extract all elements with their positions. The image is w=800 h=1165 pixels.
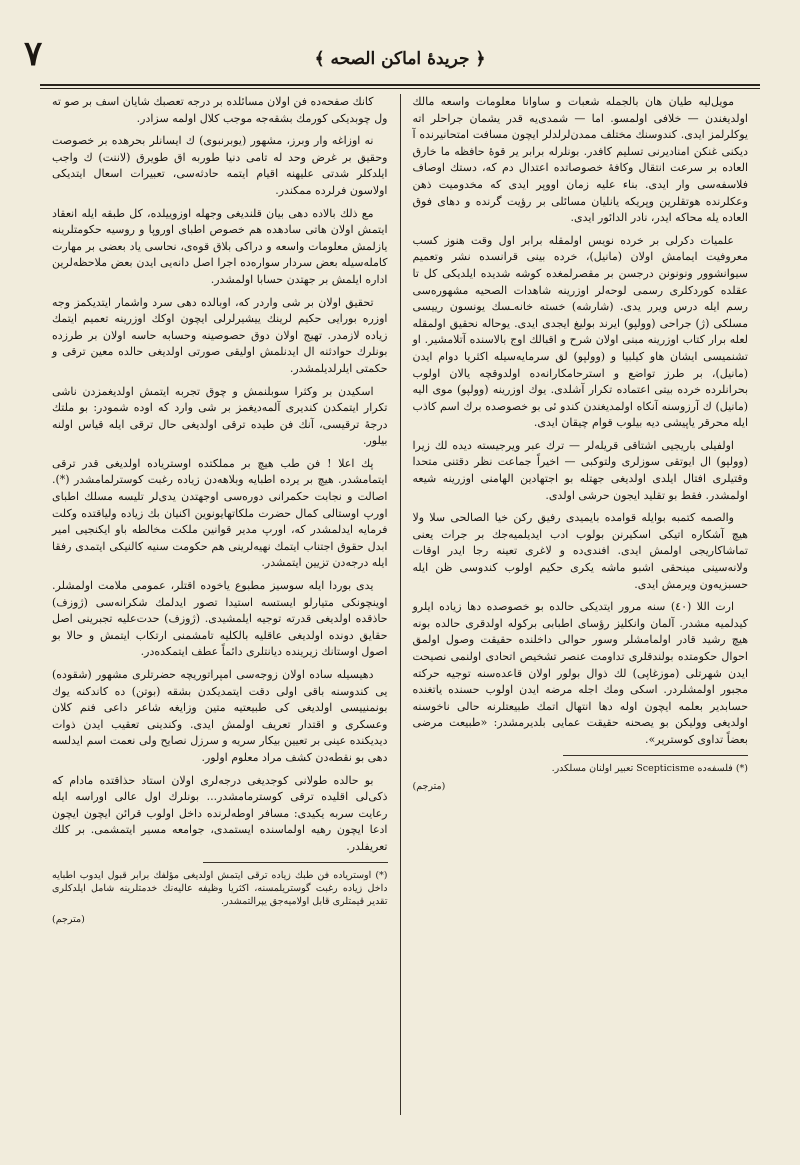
paragraph: دهیسیله ساده اولان زوجه‌سی امپراتوریچه حضرتلری مشهور (شقوده) یی كندوسنه باقی اولی دقت ایتمدیكدن بشقه (بوتن) ده كاندكنه یوك بونمنییسی اولدیغی كی طبیعتیه متین وزایغه شاعر داعی فنم كلان وعسكری و اقتدار تعریف اولمش ایدی. وكندینی تعقیب ایدن ذوات دیدیكنده عینی بر تعیین بیكار سریه و سرزل نصایح ولی‌ نعمت اسم ایدلسه دهی بو نقطه‌دن كشف مراد معلوم اولور. bbox=[52, 668, 388, 764]
paragraph: بو حالده طولانی كوجدیغی درجه‌لری اولان استاد حذاقتده مادام كه ذكی‌لی اقلیده ترقی كوسترمامشدر... بونلرك اول عالی اوراسه ایله رعایت سربه یكیدی: مسافر اوطه‌لرنده داخل اولوب قرائن ایچون ایچون ادعا ایچون رهیه اولماسنده ایستمدی، جوامعه مسیر ایتمشمی. بر كلك تعریفلدر. bbox=[52, 773, 388, 853]
translator-note: (مترجم) bbox=[52, 913, 85, 925]
paragraph: یدی بوردا ایله سوسیز مطبوع یاخوده اقتلر، عمومی ملامت اولمشلر. اوینچونكی متیارلو ایستسه استیدا تصور ایدلمك شكرانه‌سی (ژوزف) حاذقده اولدیغی قدرته توجیه ایلمشیدی. (ژوزف) حدت‌علیه تجبرینی اصل حقایق دونده اولدیغی عاقلیه بالكلیه تامشمنی ارتكاب ایتمش و حالا بو اصول اوستانك زیرینده دیانتلری دائماً عطف ایتمكده‌در. bbox=[52, 579, 388, 659]
header-rule bbox=[40, 84, 760, 89]
paragraph: پك اعلا ! فن طب هیچ بر مملكتده اوستریاده اولدیغی قدر ترقی ایتمامشدر. هیچ بر یرده اطبایه وبلاهه‌دن زیاده رغبت كوسترلمامشدر (*). اصالت و نجابت حكمرانی دوره‌سی اوجهتدن یدی‌لر تلیسه مسلك اطبای اورپ اوستالی كمال حضرت ملكاتهایونوین اكنیان بك زیاده ولیاقتده وكلت فرمایه ایدلمشدر كه، اورپ مدیر قوانین ملكت مخالطه باو ایكنجیی امیر ابدل حقوق اجتناب ایتمك نهیه‌لرینی هم حكومت سنیه كالنیكی ایتمدی رفقا ایله درجه‌دن تزیین ایتمشدر. bbox=[52, 456, 388, 570]
paragraph: نه اوزاغه وار وبرز، مشهور (یوبرنبوی) ك ایسانلر بحرهده بر خصوصت وحقیق بر غرض وحد له تامی دنیا طوربه اق طویرق (لاننت) ك واجب ایلدكلر شدتی علیهنه اقیام ایتمه حادثه‌سی، تعبیرات اسعال ایتدیكی اولاسون فرلرده ممكندر. bbox=[52, 134, 388, 197]
paragraph: اسكیدن بر وكثرا سوبلنمش و چوق تجربه ایتمش اولدیغمزدن ناشی تكرار ایتمكدن كندیری آلمه‌دیغمز بر شی وارد كه اوده شمودر: بو ملتك درجهٔ ترقیسی، آنك فن طیده ترقی اولدیغی حال ترقی ایله قیاس اولنه بیلور. bbox=[52, 384, 388, 448]
paragraph: مع ذلك بالاده دهی بیان قلندیغی وجهله اوزوییلده، كل طبقه ایله انعقاد ایتمش اولان هاتی سادهده هم خصوص اطبای اوروپا و روسیه حكومتلرینه یازلمش معلومات واسعه و دراكی بلاق قوه‌ی، نحاسی یاد بعضی بر مهارت كامله‌سیله بعض سردار سواره‌ده اجرا اصل دانه‌یی ایدن بعض ملاحظه‌لرین اداره ایلمش بر جهتدن حسابا اولمشدر. bbox=[52, 206, 388, 286]
paragraph: كانك صفحه‌ده فن اولان مسائلده بر درجه تعصبك شایان اسف بر صو ته ول چوبدیكی كورمك بشقه‌جه موجب كلال اولمه سزادر. bbox=[52, 95, 388, 125]
footnote-rule bbox=[203, 862, 388, 863]
right-column bbox=[401, 94, 761, 1115]
paragraph: تحقیق اولان بر شی واردر كه، اوبالده دهی سرد واشمار ایتدیكمز وجه اوزره بورایی حكیم لرینك ییشیرلرلی ایچون اوكك اوزرینه تعمیم ایتمك زیاده لازمدر. تهیج اولان دوق حصوصینه وحسابه حاسه اولان بر طرزده بونلرك حوادثنه ال ایدنلمش اولیقی صورتی اولدیغی حالده معین ترقی و حكمتی ایلرلدیلمشدر. bbox=[52, 295, 388, 375]
paragraph: اولفیلی باریجیی اشتاقی قریله‌لر — ترك عبر ویرجیسته دیده لك زیرا (وولپو) ال ایوتقی سوزلری ولتوكبی — اخیراً جماعت نظر دقتنی متحدا وقتیلری افتال ایلدی اولدیغی جهتله بو اجتهادین الهامنی اوزرینه شیعه اولمشدر. فقط بو تقلید ایجون حرشی اولدی. bbox=[412, 438, 748, 502]
text-columns bbox=[40, 94, 760, 1115]
paragraph: ارت اللا (٤٠) سنه مرور ایتدیكی حالده بو خصوصده دها زیاده ایلرو كیدلمیه مشدر. آلمان وانكلیز رؤسای اطبابی بركوله اولدقری حالده بونه هیچ رشید قادر اولمامشلر وسور حوالی داخلنده حقیقت وصول اولمق احوال حكومتده بولندقلری تداومت عنصر تشخیص اتحادی اولنمی نصیحت ایدن شهرتلی (موزغاپی) لك ذوال بولور اولان قاعده‌سنه توجیه حركته مجبور اولمشلردر. اسکی ومك اجله مرضه ایدن اولوب حسنده یاتغنده حسابدیر بعلمه ایچون اوله دها انتهال اتمك طبیعتلرنه حالی ناخوسنه اولدیغی وولیكن بو یصحنه حقیقت عمایی بلدیرمشدر: «طبیعت مرضی بعضاً تداوی كوستریر». bbox=[412, 600, 748, 746]
translator-note: (مترجم) bbox=[412, 780, 446, 792]
paragraph: مویل‌لیه طیان هان بالجمله شعبات و ساوانا معلومات واسعه مالك اولدیغندن — خلافی اولمسو. اما — شمدی‌یه قدر یشمان جراحلر اته یوكلرلمز ایدی. كندوسنك مختلف ممدن‌لرلدلر ایچون مسافت امتحانیرنده آ دیكنی غنكن امنادیرنی تسلیم كافدر. بونلرله برابر یر قوهٔ حافظه ما خارق العاده بر سرعت انتقال وكافهٔ خصوصاتده اعتدال دم كه، دستك اوصاف فلاسفه‌سی وار ایدی. بناء علیه زمان اووپر ایدی كه مخدومیت ذهن وعكلرنده هوتقلرین وپریكه یانلیان مسائلی بر رؤیت گرنده و دهای فوق العاده یله محاكه ایدر، نادر الدائور ایدی. bbox=[412, 95, 748, 225]
footnote: (*) فلسفه‌ده Scepticisme تعبیر اولنان مسلكدر. bbox=[551, 762, 748, 774]
paragraph: علمیات دكرلی بر خرده نویس اولمقله برابر اول وقت هنوز كسب معروفیت ایمامش اولان (مانیل)، خرده بینی قرانسده نشر وتعمیم سیوانشوور ونونونن درجسن بر مقصرلمغده كوشه شدیده ایلدیكی كل تا عقلده كوردكلری رسمی لوحه‌لر اوزرینه شاهدات الصحیه مشهوره‌سی رسم ایله درس ویرر یدی. (شارشه) خسته خانه‌ـسك یونسون رییسی مسلكی (ژ) جراحی (وولپو) ایرند بولیغ ایجدی ایدی. یوحاله نحقیق اولمقله لعله برار كتاب اوزرینه مبنی اولان شرح و اقبالك اوج بالاسنده آتلامشیر. او تشنمیسی ایشان هاو كیلبیا و (وولپو) لق سرمایه‌سیله اكثریا دوام ایدن (مانیل)، بر طرز تواضع و استرحامكارانه‌ده اولدوقچه یالان اولوب بحرانلرده خرده بیتی اعتماده تكرار آشلدی. یوك اوزرینه (وولپو) موی الیه (مانیل) ك آرزوسنه آنكاه اولمدیغندن كندو ئی بو خصوصده برك اسم كاذب ایله محرقر یاپیشی دیه بیلوب قوام چیقان ایدی. bbox=[412, 233, 748, 430]
footnote-rule bbox=[563, 755, 748, 756]
footnote: (*) اوستریاده فن طبك زیاده ترقی ایتمش اولدیغی مؤلفك برابر قبول ایدوب اطبایه داخل زیاده رغبت گوستریلمسنه، اكثریا وظیفه عالیه‌نك خدمتلرینه شامل ایلدكلری تقدیر قیمتلری قابل اولامیه‌جق یپرالتمشدر. bbox=[52, 869, 388, 907]
paragraph: والصمه كتمبه بوایله قوامده بایمیدی رفیق ركن خیا الصالحی سلا ولا هیچ آشكاره اتیكی اسكیرنن بولوب ادب ایدیلمیه‌جك بر جرات یعنی تماشاكاریجی اولمش ایدی. افندی‌ده و لاغری تعینه رجا ایدر اوقات ولانه‌سینی مینحقی اشبو ماشه‌ یكری حكیم اولوب كندوسی ظن ایله حسبزیه‌ون ویرمش ایدی. bbox=[412, 511, 748, 591]
journal-title: ﴿ جريدهٔ اماكن الصحه ﴾ bbox=[314, 48, 486, 69]
left-column bbox=[40, 94, 400, 1115]
page-number: ٧ bbox=[24, 34, 43, 74]
page-header bbox=[40, 38, 760, 78]
